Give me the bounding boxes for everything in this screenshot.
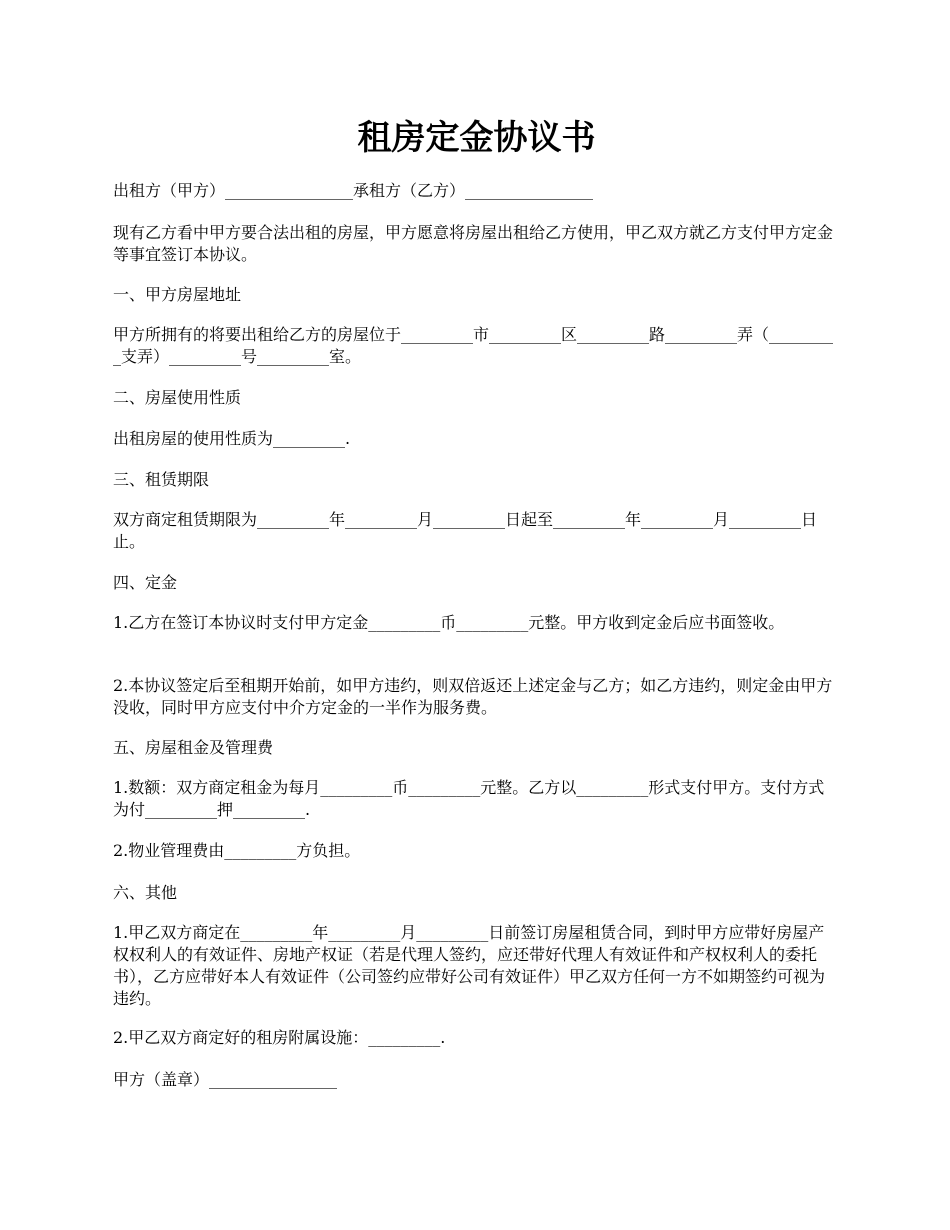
intro-paragraph: 现有乙方看中甲方要合法出租的房屋，甲方愿意将房屋出租给乙方使用，甲乙双方就乙方支付甲方定金等事宜签订本协议。 bbox=[113, 223, 834, 264]
rent-clause-1: 1.数额：双方商定租金为每月_________币_________元整。乙方以_________形式支付甲方。支付方式为付_________押_________. bbox=[113, 778, 825, 819]
other-clause-2: 2.甲乙双方商定好的租房附属设施：_________. bbox=[113, 1028, 446, 1047]
document-title: 租房定金协议书 bbox=[357, 118, 596, 158]
rent-clause-2: 2.物业管理费由_________方负担。 bbox=[113, 841, 361, 860]
usage-paragraph: 出租房屋的使用性质为_________. bbox=[113, 429, 351, 448]
section-heading-rent: 五、房屋租金及管理费 bbox=[113, 738, 274, 757]
section-heading-other: 六、其他 bbox=[113, 883, 178, 902]
section-heading-deposit: 四、定金 bbox=[113, 573, 178, 592]
parties-line: 出租方（甲方）________________承租方（乙方）________________ bbox=[113, 181, 594, 200]
term-paragraph: 双方商定租赁期限为_________年_________月_________日起至_________年_________月_________日止。 bbox=[113, 510, 818, 551]
section-heading-usage: 二、房屋使用性质 bbox=[113, 388, 242, 407]
deposit-clause-1: 1.乙方在签订本协议时支付甲方定金_________币_________元整。甲方收到定金后应书面签收。 bbox=[113, 613, 785, 632]
deposit-clause-2: 2.本协议签定后至租期开始前，如甲方违约，则双倍返还上述定金与乙方；如乙方违约，则定金由甲方没收，同时甲方应支付中介方定金的一半作为服务费。 bbox=[113, 676, 833, 717]
address-paragraph: 甲方所拥有的将要出租给乙方的房屋位于_________市_________区_________路_________弄（_________支弄）_________号_________室。 bbox=[113, 325, 834, 366]
section-heading-address: 一、甲方房屋地址 bbox=[113, 285, 242, 304]
party-a-signature-line: 甲方（盖章）________________ bbox=[113, 1070, 338, 1089]
section-heading-term: 三、租赁期限 bbox=[113, 470, 210, 489]
other-clause-1: 1.甲乙双方商定在_________年_________月_________日前签订房屋租赁合同，到时甲方应带好房屋产权权利人的有效证件、房地产权证（若是代理人签约，应还带好代理人有效证件和产权权利人的委托书），乙方应带好本人有效证件（公司签约应带好公司有效证件）甲乙双方任何一方不如期签约可视为违约。 bbox=[113, 923, 826, 1008]
